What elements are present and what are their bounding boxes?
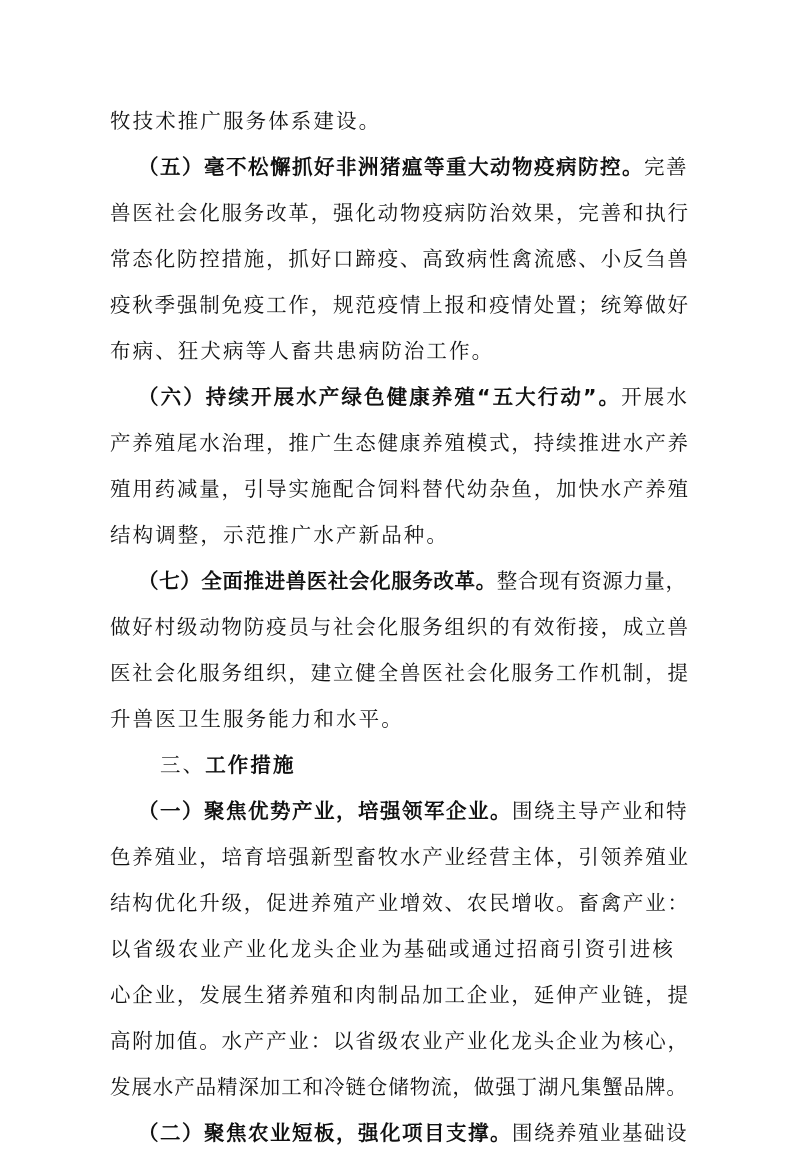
line-text: 医社会化服务组织，建立健全兽医社会化服务工作机制，提 [110, 661, 690, 685]
heading-line-6 [110, 374, 690, 420]
line-text: 升兽医卫生服务能力和水平。 [110, 707, 404, 731]
heading-line-5 [110, 144, 690, 190]
line-text: 心企业，发展生猪养殖和肉制品加工企业，延伸产业链，提 [110, 983, 690, 1007]
line-text: 牧技术推广服务体系建设。 [110, 109, 382, 133]
heading-1: （一）聚焦优势产业，培强领军企业。 [138, 799, 512, 823]
heading-line-1 [110, 788, 690, 834]
section-title-text: 工作措施 [205, 753, 296, 777]
heading-line-7 [110, 558, 690, 604]
text-line [110, 696, 690, 742]
line-text: 围绕养殖业基础设 [512, 1121, 688, 1145]
text-line [110, 420, 690, 466]
line-text: 以省级农业产业化龙头企业为基础或通过招商引资引进核 [110, 937, 675, 961]
line-text: 开展水 [621, 385, 689, 409]
text-line [110, 834, 690, 880]
text-line [110, 880, 690, 926]
text-line [110, 328, 690, 374]
text-line [110, 604, 690, 650]
text-line [110, 236, 690, 282]
heading-2: （二）聚焦农业短板，强化项目支撑。 [138, 1121, 512, 1145]
document-page [110, 98, 690, 1156]
section-title-3 [110, 742, 690, 788]
text-line [110, 98, 690, 144]
text-line [110, 1064, 690, 1110]
line-text: 布病、狂犬病等人畜共患病防治工作。 [110, 339, 495, 363]
line-text: 常态化防控措施，抓好口蹄疫、高致病性禽流感、小反刍兽 [110, 247, 690, 271]
line-text: 整合现有资源力量， [496, 569, 687, 593]
text-line [110, 650, 690, 696]
line-text: 产养殖尾水治理，推广生态健康养殖模式，持续推进水产养 [110, 431, 690, 455]
text-line [110, 282, 690, 328]
text-line [110, 466, 690, 512]
line-text: 发展水产品精深加工和冷链仓储物流，做强丁湖凡集蟹品牌。 [110, 1075, 688, 1099]
line-text: 色养殖业，培育培强新型畜牧水产业经营主体，引领养殖业 [110, 845, 690, 869]
line-text: 高附加值。水产产业：以省级农业产业化龙头企业为核心， [110, 1029, 690, 1053]
heading-5: （五）毫不松懈抓好非洲猪瘟等重大动物疫病防控。 [138, 155, 644, 179]
line-text: 疫秋季强制免疫工作，规范疫情上报和疫情处置；统筹做好 [110, 293, 690, 317]
text-line [110, 926, 690, 972]
line-text: 完善 [644, 155, 688, 179]
text-line [110, 972, 690, 1018]
text-line [110, 1018, 690, 1064]
section-number: 三、 [160, 753, 206, 777]
line-text: 殖用药减量，引导实施配合饲料替代幼杂鱼，加快水产养殖 [110, 477, 690, 501]
line-text: 结构优化升级，促进养殖产业增效、农民增收。畜禽产业： [110, 891, 690, 915]
heading-7: （七）全面推进兽医社会化服务改革。 [138, 569, 497, 593]
text-line [110, 190, 690, 236]
line-text: 结构调整，示范推广水产新品种。 [110, 523, 449, 547]
line-text: 兽医社会化服务改革，强化动物疫病防治效果，完善和执行 [110, 201, 690, 225]
line-text: 做好村级动物防疫员与社会化服务组织的有效衔接，成立兽 [110, 615, 690, 639]
text-line [110, 512, 690, 558]
heading-6: （六）持续开展水产绿色健康养殖“五大行动”。 [138, 385, 622, 409]
line-text: 围绕主导产业和特 [512, 799, 688, 823]
heading-line-2 [110, 1110, 690, 1156]
